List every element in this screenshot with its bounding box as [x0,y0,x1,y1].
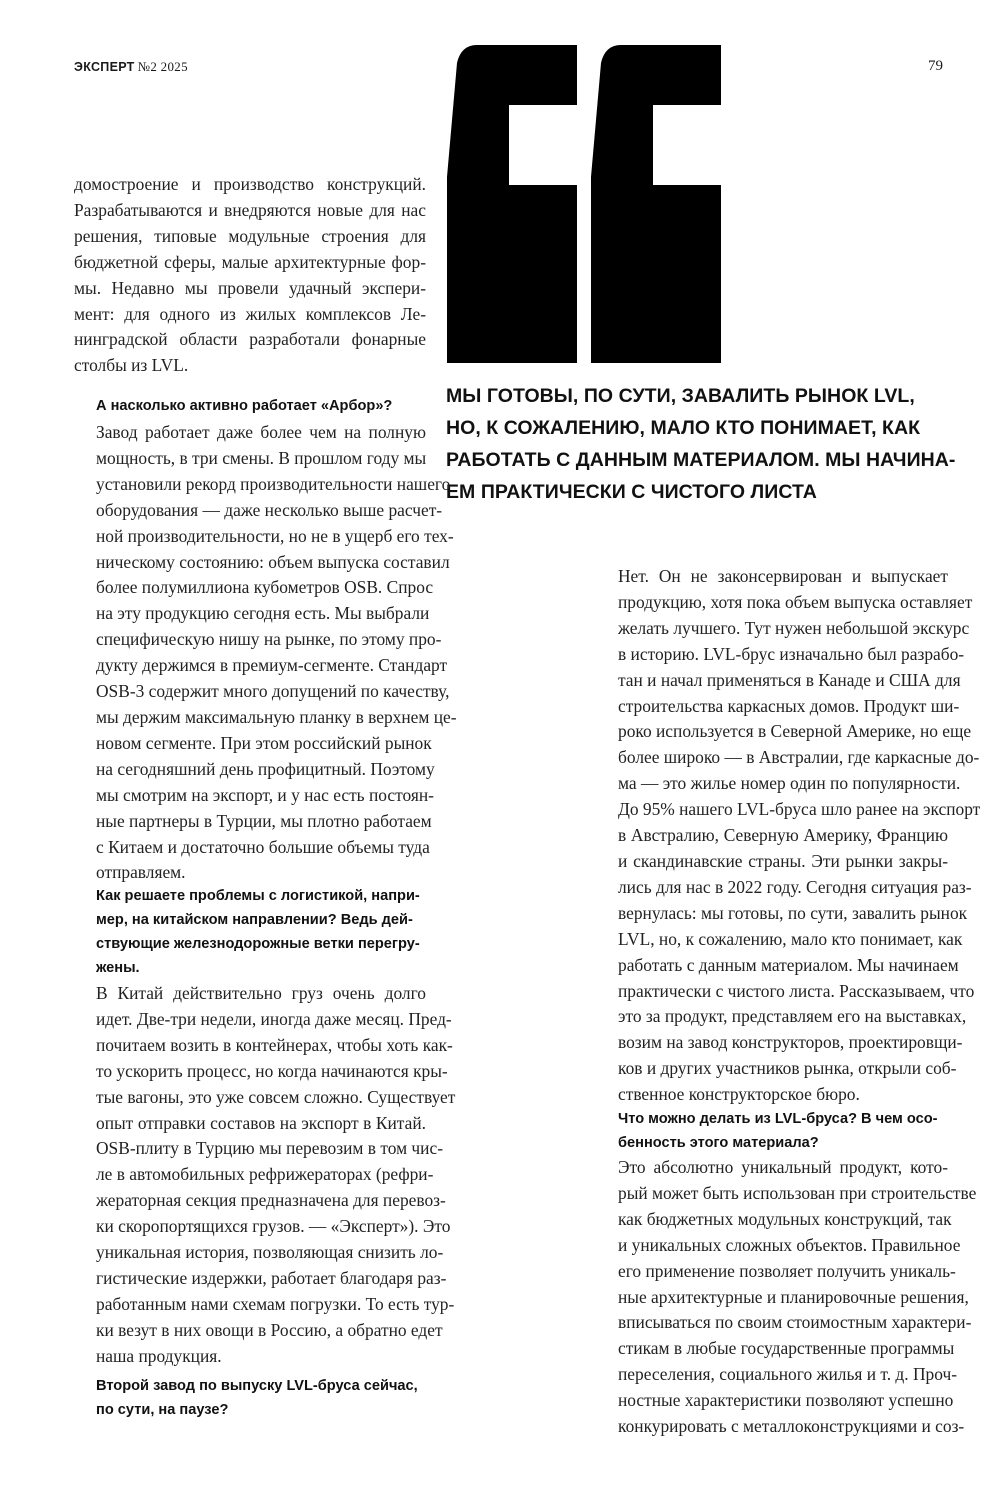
text-line: рый может быть использован при строительстве [618,1182,977,1203]
interview-question [74,1374,426,1422]
text-line: конкурировать с металлоконструкциями и соз- [618,1416,965,1437]
body-paragraph [596,1155,977,1440]
text-line: ков и других участников рынка, открыли соб- [618,1058,957,1079]
text-line: ствующие железнодорожные ветки перегру- [96,936,420,952]
text-line: отправляем. [96,862,186,883]
pull-quote-line: НО, К СОЖАЛЕНИЮ, МАЛО КТО ПОНИМАЕТ, КАК [446,417,921,439]
text-line: Нет. Он не законсервирован и выпускает [618,566,948,586]
text-line: столбы из LVL. [74,355,189,376]
text-line: решения, типовые модульные строения для [74,225,426,246]
text-line: ки скоропортящихся грузов. — «Эксперт»). Это [96,1216,451,1237]
text-line: новом сегменте. При этом российский рынок [96,732,432,753]
text-line: До 95% нашего LVL-бруса шло ранее на экспорт [618,799,981,820]
text-line: вернулась: мы готовы, по сути, завалить рынок [618,902,968,923]
text-line: ническому состоянию: объем выпуска составил [96,551,450,572]
text-line: бюджетной сферы, малые архитектурные фор- [74,251,426,272]
pull-quote-line: РАБОТАТЬ С ДАННЫМ МАТЕРИАЛОМ. МЫ НАЧИНА- [446,449,956,471]
pull-quote-line: ЕМ ПРАКТИЧЕСКИ С ЧИСТОГО ЛИСТА [446,481,817,503]
text-line: его применение позволяет получить уникаль- [618,1260,956,1281]
text-line: на эту продукцию сегодня есть. Мы выбрали [96,603,430,624]
text-line: с Китаем и достаточно большие объемы туда [96,836,430,857]
text-line: тан и начал применяться в Канаде и США для [618,669,961,690]
text-line: бенность этого материала? [618,1135,819,1151]
body-paragraph [596,564,981,1108]
text-line: установили рекорд производительности нашего [96,473,451,494]
text-line: ные партнеры в Турции, мы плотно работаем [96,810,432,831]
text-line: оборудования — даже несколько выше расчет- [96,499,443,520]
text-line: LVL, но, к сожалению, мало кто понимает, как [618,928,963,949]
text-line: опыт отправки составов на экспорт в Китай. [96,1112,426,1133]
text-line: идет. Две-три недели, иногда даже месяц. Пред- [96,1008,452,1029]
text-line: в Австралию, Северную Америку, Францию [618,825,948,846]
text-line: гистические издержки, работает благодаря раз- [96,1267,447,1288]
pull-quote [446,380,956,508]
right-column-paragraph-2 [596,1155,977,1440]
page-number: 79 [928,58,943,74]
left-column-question-2 [74,884,426,980]
text-line: вписываться по своим стоимостным характери- [618,1312,972,1333]
body-paragraph [74,172,426,379]
left-column-paragraph-3 [74,981,456,1370]
magazine-name: ЭКСПЕРТ [74,60,135,74]
text-line: жераторная секция предназначена для перевоз- [96,1190,446,1211]
text-line: ной производительности, но не в ущерб его тех- [96,525,454,546]
interview-question [74,394,426,418]
text-line: то ускорить процесс, но когда начинаются кры- [96,1060,448,1081]
right-column-question-1 [596,1107,948,1155]
text-line: мент: для одного из жилых комплексов Ле- [74,303,426,324]
interview-question [596,1107,948,1155]
text-line: домостроение и производство конструкций. [74,174,426,194]
text-line: OSB-3 содержит много допущений по качеству, [96,681,450,702]
text-line: практически с чистого листа. Рассказываем, что [618,980,975,1001]
text-line: как бюджетных модульных конструкций, так [618,1208,952,1229]
magazine-header [74,59,188,75]
text-line: по сути, на паузе? [96,1402,229,1418]
text-line: строительства каркасных домов. Продукт ши- [618,695,960,716]
text-line: Разрабатываются и внедряются новые для нас [74,199,426,220]
text-line: ственное конструкторское бюро. [618,1084,860,1105]
text-line: мы смотрим на экспорт, и у нас есть постоян- [96,784,434,805]
text-line: почитаем возить в контейнерах, чтобы хоть как- [96,1034,453,1055]
interview-question [74,884,426,980]
right-column-paragraph-1 [596,564,981,1108]
issue-number: №2 2025 [137,59,188,74]
text-line: и уникальных сложных объектов. Правильное [618,1234,961,1255]
text-line: В Китай действительно груз очень долго [96,983,426,1003]
text-line: работать с данным материалом. Мы начинаем [618,954,959,975]
text-line: возим на завод конструкторов, проектировщи- [618,1032,963,1053]
text-line: на сегодняшний день профицитный. Поэтому [96,758,435,779]
text-line: более широко — в Австралии, где каркасные до- [618,747,980,768]
text-line: мы. Недавно мы провели удачный экспери- [74,277,426,298]
text-line: ные архитектурные и планировочные решения, [618,1286,969,1307]
text-line: ки везут в них овощи в Россию, а обратно едет [96,1319,443,1340]
text-line: мощность, в три смены. В прошлом году мы [96,447,427,468]
text-line: стикам в любые государственные программы [618,1338,955,1359]
text-line: Как решаете проблемы с логистикой, напри- [96,888,420,904]
text-line: Второй завод по выпуску LVL-бруса сейчас, [96,1378,418,1394]
text-line: переселения, социального жилья и т. д. Проч- [618,1364,957,1385]
body-paragraph [74,420,457,886]
text-line: нинградской области разработали фонарные [74,329,426,350]
text-line: Завод работает даже более чем на полную [96,422,426,442]
text-line: более полумиллиона кубометров OSB. Спрос [96,577,434,598]
pull-quote-line: МЫ ГОТОВЫ, ПО СУТИ, ЗАВАЛИТЬ РЫНОК LVL, [446,385,915,407]
text-line: и скандинавские страны. Эти рынки закры- [618,850,948,871]
text-line: ма — это жилье номер один по популярности. [618,773,961,794]
text-line: это за продукт, представляем его на выставках, [618,1006,967,1027]
text-line: А насколько активно работает «Арбор»? [96,398,393,414]
text-line: роко используется в Северной Америке, но еще [618,721,972,742]
text-line: мер, на китайском направлении? Ведь дей- [96,912,413,928]
text-line: жены. [96,960,140,976]
left-column-paragraph-1 [74,172,426,379]
text-line: ностные характеристики позволяют успешно [618,1390,954,1411]
text-line: OSB-плиту в Турцию мы перевозим в том чис- [96,1138,443,1159]
text-line: лись для нас в 2022 году. Сегодня ситуация раз- [618,876,972,897]
text-line: ле в автомобильных рефрижераторах (рефри- [96,1164,434,1185]
text-line: в историю. LVL-брус изначально был разрабо- [618,643,965,664]
text-line: уникальная история, позволяющая снизить ло- [96,1242,444,1263]
quote-mark-icon [447,45,961,363]
left-column-question-1 [74,394,426,418]
left-column-question-3 [74,1374,426,1422]
text-line: работанным нами схемам погрузки. То есть тур- [96,1293,455,1314]
text-line: желать лучшего. Тут нужен небольшой экскурс [618,617,970,638]
text-line: дукту держимся в премиум-сегменте. Стандарт [96,655,448,676]
left-column-paragraph-2 [74,420,457,886]
text-line: Что можно делать из LVL-бруса? В чем осо- [618,1111,938,1127]
text-line: специфическую нишу на рынке, по этому про- [96,629,442,650]
text-line: Это абсолютно уникальный продукт, кото- [618,1157,948,1177]
text-line: тые вагоны, это уже совсем сложно. Существует [96,1086,456,1107]
text-line: продукцию, хотя пока объем выпуска оставляет [618,591,973,612]
text-line: наша продукция. [96,1345,222,1366]
body-paragraph [74,981,456,1370]
text-line: мы держим максимальную планку в верхнем це- [96,706,457,727]
